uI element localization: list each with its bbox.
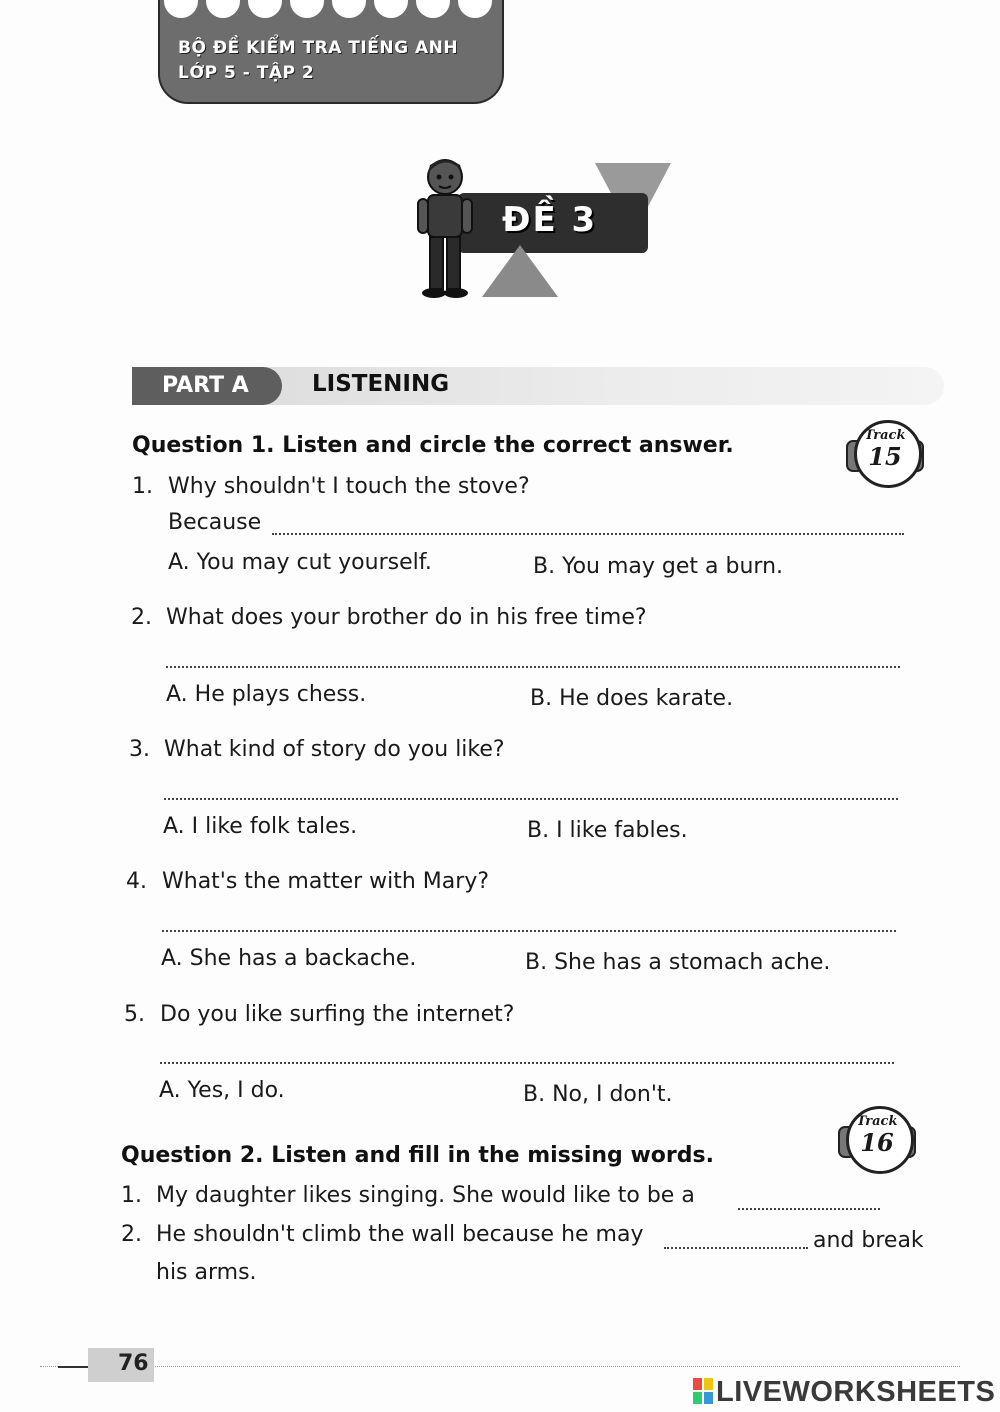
q2-item-2-text-after: and break — [813, 1228, 924, 1253]
q1-item-3-number: 3. — [129, 737, 150, 762]
q1-item-1-option-b[interactable]: B. You may get a burn. — [533, 554, 784, 579]
fill-in-blank[interactable] — [738, 1208, 880, 1210]
footer-rule — [40, 1366, 960, 1367]
answer-blank[interactable] — [272, 533, 904, 535]
q1-item-3-option-a[interactable]: A. I like folk tales. — [163, 814, 358, 839]
q2-item-2-continuation: his arms. — [156, 1260, 257, 1285]
q2-item-2-number: 2. — [121, 1222, 142, 1247]
q2-item-2-text: He shouldn't climb the wall because he may — [156, 1222, 644, 1247]
banner-scallop — [332, 0, 366, 18]
header-banner — [158, 0, 504, 104]
q1-item-5-option-b[interactable]: B. No, I don't. — [523, 1082, 673, 1107]
test-number-emblem — [410, 155, 680, 305]
track-16-badge — [838, 1106, 916, 1176]
track-label: Track — [864, 428, 906, 443]
q1-item-1-prefix: Because — [168, 510, 262, 535]
page-number: 76 — [118, 1351, 149, 1376]
q2-item-1-text: My daughter likes singing. She would like to be a — [156, 1183, 695, 1208]
banner-scallop — [206, 0, 240, 18]
q1-item-3-question: What kind of story do you like? — [164, 737, 505, 762]
q1-item-4-option-b[interactable]: B. She has a stomach ache. — [525, 950, 831, 975]
answer-blank[interactable] — [166, 666, 900, 668]
q1-item-2-number: 2. — [131, 605, 152, 630]
liveworksheets-watermark: LIVEWORKSHEETS — [716, 1376, 996, 1408]
answer-blank[interactable] — [164, 798, 898, 800]
banner-scallop — [290, 0, 324, 18]
q1-item-4-option-a[interactable]: A. She has a backache. — [161, 946, 417, 971]
q1-item-5-number: 5. — [124, 1002, 145, 1027]
q1-item-3-option-b[interactable]: B. I like fables. — [527, 818, 688, 843]
track-number: 15 — [868, 442, 902, 471]
test-number-title: ĐỀ 3 — [502, 200, 598, 240]
banner-scallop — [458, 0, 492, 18]
banner-scallop — [374, 0, 408, 18]
track-label: Track — [856, 1114, 898, 1129]
answer-blank[interactable] — [160, 1062, 894, 1064]
question-2-heading: Question 2. Listen and fill in the missing words. — [121, 1143, 714, 1168]
question-1-heading: Question 1. Listen and circle the correct answer. — [132, 433, 734, 458]
triangle-up-decoration — [482, 245, 558, 297]
q1-item-2-question: What does your brother do in his free time? — [166, 605, 647, 630]
boy-illustration-icon — [410, 155, 480, 300]
book-title-line-1: BỘ ĐỀ KIỂM TRA TIẾNG ANH — [178, 38, 459, 58]
liveworksheets-logo-icon — [693, 1378, 713, 1404]
part-label: PART A — [132, 367, 282, 405]
banner-scallop — [164, 0, 198, 18]
q1-item-1-option-a[interactable]: A. You may cut yourself. — [168, 550, 432, 575]
fill-in-blank[interactable] — [664, 1247, 808, 1249]
q1-item-5-option-a[interactable]: A. Yes, I do. — [159, 1078, 285, 1103]
banner-scallop — [416, 0, 450, 18]
q1-item-4-question: What's the matter with Mary? — [162, 869, 490, 894]
track-15-badge — [846, 420, 924, 490]
q1-item-2-option-a[interactable]: A. He plays chess. — [166, 682, 367, 707]
q1-item-1-question: Why shouldn't I touch the stove? — [168, 474, 530, 499]
q1-item-5-question: Do you like surfing the internet? — [160, 1002, 515, 1027]
footer-hook-decoration — [58, 1352, 90, 1368]
banner-scallop — [248, 0, 282, 18]
section-title: LISTENING — [312, 371, 450, 397]
track-number: 16 — [860, 1128, 894, 1157]
q2-item-1-number: 1. — [121, 1183, 142, 1208]
book-title-line-2: LỚP 5 - TẬP 2 — [178, 63, 315, 83]
answer-blank[interactable] — [162, 930, 896, 932]
q1-item-1-number: 1. — [132, 474, 153, 499]
q1-item-2-option-b[interactable]: B. He does karate. — [530, 686, 734, 711]
q1-item-4-number: 4. — [126, 869, 147, 894]
